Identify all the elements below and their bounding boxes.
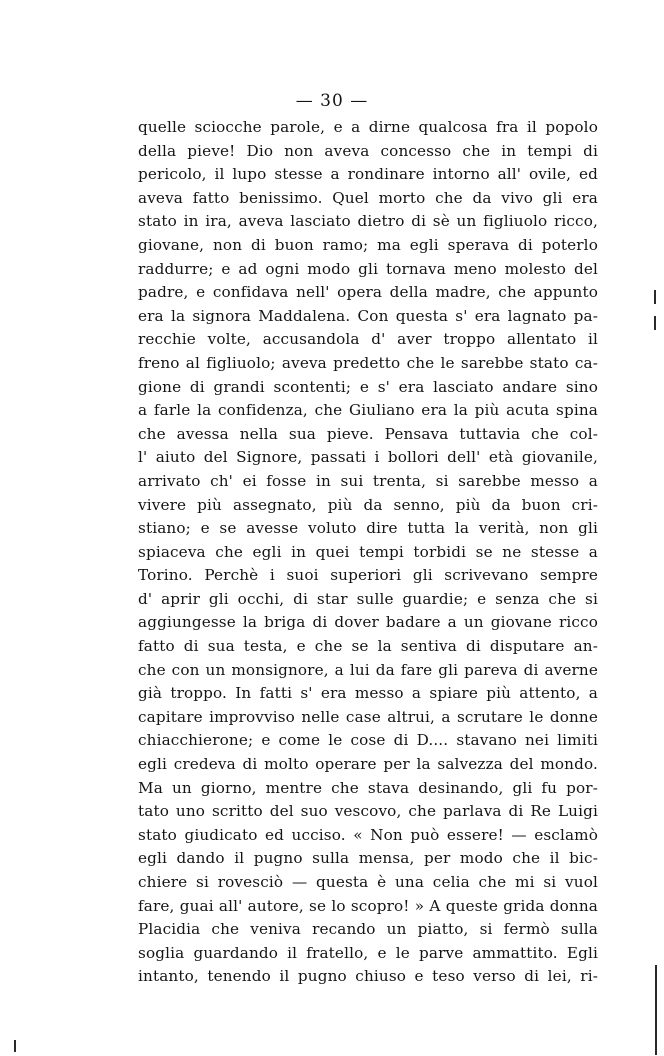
page-number: — 30 —: [295, 91, 369, 111]
text-line: soglia guardando il fratello, e le parve ammattito. Egli: [138, 943, 598, 962]
text-line: che con un monsignore, a lui da fare gli pareva di averne: [138, 660, 598, 679]
scan-edge-mark: [655, 965, 657, 1055]
text-line: Placidia che veniva recando un piatto, si fermò sulla: [138, 920, 598, 939]
text-line: Torino. Perchè i suoi superiori gli scrivevano sempre: [138, 566, 598, 585]
text-line: egli credeva di molto operare per la salvezza del mondo.: [138, 755, 598, 774]
text-line: quelle sciocche parole, e a dirne qualcosa fra il popolo: [138, 118, 598, 136]
text-line: che avessa nella sua pieve. Pensava tuttavia che col-: [138, 424, 598, 443]
text-line: stiano; e se avesse voluto dire tutta la verità, non gli: [138, 519, 598, 538]
text-line: raddurre; e ad ogni modo gli tornava meno molesto del: [138, 259, 598, 278]
text-line: spiaceva che egli in quei tempi torbidi se ne stesse a: [138, 542, 598, 561]
text-line: fatto di sua testa, e che se la sentiva di disputare an-: [138, 637, 598, 656]
text-line: capitare improvviso nelle case altrui, a scrutare le donne: [138, 707, 598, 726]
text-line: l' aiuto del Signore, passati i bollori dell' età giovanile,: [138, 448, 598, 467]
text-line: era la signora Maddalena. Con questa s' era lagnato pa-: [138, 306, 598, 325]
text-line: gione di grandi scontenti; e s' era lasciato andare sino: [138, 377, 598, 396]
scan-edge-mark: [654, 316, 656, 330]
text-line: chiacchierone; e come le cose di D.... stavano nei limiti: [138, 731, 598, 750]
text-line: aggiungesse la briga di dover badare a un giovane ricco: [138, 613, 598, 632]
text-line: stato giudicato ed ucciso. « Non può essere! — esclamò: [138, 825, 598, 844]
text-line: recchie volte, accusandola d' aver troppo allentato il: [138, 330, 598, 349]
text-line: aveva fatto benissimo. Quel morto che da vivo gli era: [138, 188, 598, 207]
text-line: vivere più assegnato, più da senno, più da buon cri-: [138, 495, 598, 514]
scan-edge-mark: [14, 1040, 16, 1052]
text-line: arrivato ch' ei fosse in sui trenta, si sarebbe messo a: [138, 471, 598, 490]
text-line: a farle la confidenza, che Giuliano era la più acuta spina: [138, 401, 598, 420]
text-line: freno al figliuolo; aveva predetto che le sarebbe stato ca-: [138, 353, 598, 372]
text-line: già troppo. In fatti s' era messo a spiare più attento, a: [138, 684, 598, 703]
text-line: egli dando il pugno sulla mensa, per modo che il bic-: [138, 849, 598, 868]
text-line: pericolo, il lupo stesse a rondinare intorno all' ovile, ed: [138, 165, 598, 184]
text-line: intanto, tenendo il pugno chiuso e teso verso di lei, ri-: [138, 967, 598, 986]
text-line: tato uno scritto del suo vescovo, che parlava di Re Luigi: [138, 802, 598, 821]
text-line: padre, e confidava nell' opera della madre, che appunto: [138, 283, 598, 302]
text-line: d' aprir gli occhi, di star sulle guardie; e senza che si: [138, 589, 598, 608]
body-text: [138, 116, 598, 989]
scan-edge-mark: [654, 290, 656, 304]
text-line: Ma un giorno, mentre che stava desinando, gli fu por-: [138, 778, 598, 797]
text-line: giovane, non di buon ramo; ma egli sperava di poterlo: [138, 235, 598, 254]
text-line: della pieve! Dio non aveva concesso che in tempi di: [138, 141, 598, 160]
text-line: fare, guai all' autore, se lo scopro! » A queste grida donna: [138, 896, 598, 915]
text-line: chiere si rovesciò — questa è una celia che mi si vuol: [138, 873, 598, 891]
text-line: stato in ira, aveva lasciato dietro di sè un figliuolo ricco,: [138, 212, 598, 231]
